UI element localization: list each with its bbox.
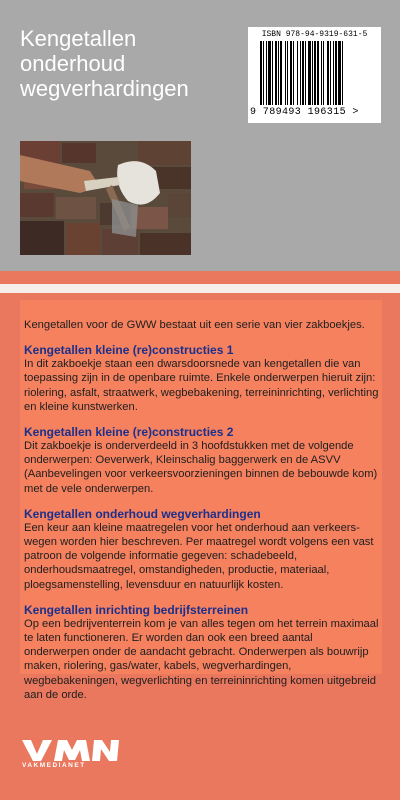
barcode-bar: [290, 41, 292, 105]
intro-text: Kengetallen voor de GWW bestaat uit een serie van vier zakboekjes.: [24, 319, 365, 331]
barcode-digits: 9 789493 196315 >: [250, 107, 359, 118]
barcode-bar: [323, 41, 324, 105]
section-3-body: Een keur aan kleine maatregelen voor het onderhoud aan verkeers-wegen worden hier beschreven. Per maatregel wordt volgens een vast patroon de volgende informatie gegeven: schadebeeld, onderhoudsmaatregel, omstandigheden, productie, materiaal, ploegsamenstelling, levensduur en natuurlijk kosten.: [24, 521, 374, 591]
paving-photo-image: [20, 141, 191, 255]
barcode-bar: [260, 41, 262, 105]
barcode-bar: [305, 41, 306, 105]
barcode-bar: [314, 41, 316, 105]
section-2-body: Dit zakboekje is onderverdeeld in 3 hoofdstukken met de volgende onderwerpen: Oeverwerk, Kleinschalig baggerwerk en de ASVV (Aanbevelingen voor verkeersvoorzieningen binnen de bebouwde kom) met de vele onderwerpen.: [24, 440, 378, 495]
isbn-label: ISBN 978-94-9319-631-5: [261, 30, 368, 39]
barcode-bar: [330, 41, 331, 105]
title-line-1: Kengetallen: [20, 26, 137, 51]
barcode-bar: [266, 41, 267, 105]
barcode-bar: [268, 41, 271, 105]
barcode-bar: [308, 41, 311, 105]
accent-stripe: [0, 271, 400, 284]
paving-photo: [20, 141, 191, 255]
section-1-body: In dit zakboekje staan een dwarsdoorsnede van kengetallen die van toepassing zijn in de openbare ruimte. Enkele onderwerpen hieruit zijn: riolering, asfalt, straatwerk, wegbebakening, terreininrichting, verlichting en kleine kunstwerken.: [24, 358, 379, 413]
isbn-barcode: [248, 27, 381, 123]
section-4-heading: Kengetallen inrichting bedrijfsterreinen: [24, 602, 249, 617]
barcode-bar: [285, 41, 286, 105]
barcode-bar: [317, 41, 319, 105]
section-3-heading: Kengetallen onderhoud wegverhardingen: [24, 506, 261, 521]
barcode-bar: [335, 41, 337, 105]
divider-band: [0, 284, 400, 293]
section-3: [24, 507, 380, 592]
barcode-bar: [293, 41, 294, 105]
barcode-bar: [312, 41, 313, 105]
section-1-heading: Kengetallen kleine (re)constructies 1: [24, 343, 234, 358]
barcode-bars: [260, 41, 378, 105]
barcode-bar: [287, 41, 288, 105]
section-4: [24, 603, 380, 702]
vmn-tagline: VAKMEDIANET: [22, 762, 86, 769]
barcode-bar: [278, 41, 279, 105]
description-text: [24, 318, 380, 713]
barcode-bar: [333, 41, 334, 105]
barcode-bar: [338, 41, 341, 105]
cover-title: [20, 26, 189, 101]
section-2-heading: Kengetallen kleine (re)constructies 2: [24, 425, 234, 440]
barcode-bar: [321, 41, 322, 105]
section-1: [24, 343, 380, 414]
barcode-bar: [302, 41, 304, 105]
vmn-logo-mark: [22, 738, 120, 762]
title-line-2: onderhoud: [20, 51, 126, 76]
title-line-3: wegverhardingen: [20, 76, 189, 101]
barcode-bar: [327, 41, 329, 105]
barcode-bar: [272, 41, 273, 105]
barcode-bar: [275, 41, 277, 105]
vmn-logo: [22, 738, 120, 772]
barcode-bar: [280, 41, 282, 105]
barcode-bar: [263, 41, 264, 105]
section-4-body: Op een bedrijventerrein kom je van alles tegen om het terrein maximaal te laten functioneren. Er worden dan ook een breed aantal onderwerpen onder de aandacht gebracht. Onderwerpen als bouwrijp maken, riolering, gas/water, kabels, wegverhardingen, wegbebakeningen, wegverlichting en terreininrichting komen uitgebreid aan de orde.: [24, 617, 379, 701]
section-2: [24, 425, 380, 496]
barcode-bar: [342, 41, 343, 105]
grey-header-block: [0, 0, 400, 271]
barcode-bar: [297, 41, 298, 105]
barcode-bar: [300, 41, 301, 105]
